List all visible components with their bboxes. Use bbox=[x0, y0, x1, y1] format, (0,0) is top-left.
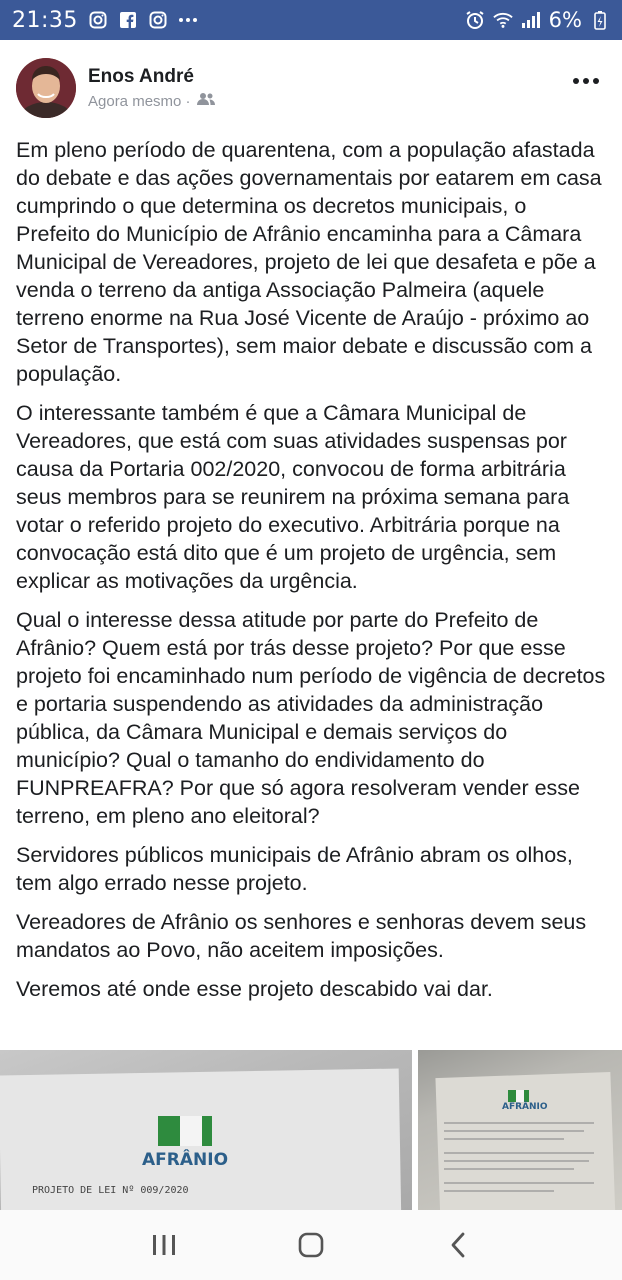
post-paragraph: O interessante também é que a Câmara Municipal de Vereadores, que está com suas atividades suspensas por causa da Portaria 002/2020, convocou de forma arbitrária seus membros para se reunirem na próxima semana para votar o referido projeto do executivo. Arbitrária porque na convocação está dito que é um projeto de urgência, sem explicar as motivações da urgência. bbox=[16, 401, 570, 593]
post-paragraph: Veremos até onde esse projeto descabido vai dar. bbox=[16, 977, 493, 1001]
afranio-flag-logo bbox=[508, 1090, 529, 1102]
post-paragraph: Servidores públicos municipais de Afrânio abram os olhos, tem algo errado nesse projeto. bbox=[16, 843, 573, 895]
afranio-brand: AFRÂNIO bbox=[142, 1150, 229, 1170]
back-icon[interactable] bbox=[438, 1225, 478, 1265]
instagram-icon-2 bbox=[148, 10, 168, 30]
post-photos bbox=[0, 1050, 622, 1210]
home-icon[interactable] bbox=[291, 1225, 331, 1265]
post-paragraph: Vereadores de Afrânio os senhores e senhoras devem seus mandatos ao Povo, não aceitem imposições. bbox=[16, 910, 587, 962]
post-photo-1[interactable] bbox=[0, 1050, 412, 1210]
signal-icon bbox=[521, 10, 541, 30]
document-text-line bbox=[444, 1130, 584, 1132]
document-text-line bbox=[444, 1160, 589, 1162]
facebook-icon bbox=[118, 10, 138, 30]
author-name[interactable]: Enos André bbox=[88, 66, 194, 87]
post-paragraph: Qual o interesse dessa atitude por parte do Prefeito de Afrânio? Quem está por trás desse projeto? Por que esse projeto foi encaminhado num período de vigência de decretos e portaria suspendendo as atividades da administração pública, da Câmara Municipal e demais serviços do município? Qual o tamanho do endividamento do FUNPREAFRA? Por que só agora resolveram vender esse terreno, em pleno ano eleitoral? bbox=[16, 608, 606, 828]
status-time: 21:35 bbox=[12, 7, 78, 33]
wifi-icon bbox=[493, 10, 513, 30]
friends-audience-icon[interactable] bbox=[197, 92, 215, 110]
post-more-options-icon[interactable] bbox=[566, 66, 606, 96]
instagram-icon bbox=[88, 10, 108, 30]
post-timestamp[interactable]: Agora mesmo · bbox=[88, 92, 191, 110]
afranio-brand: AFRÂNIO bbox=[502, 1102, 548, 1112]
recent-apps-icon[interactable] bbox=[144, 1225, 184, 1265]
navigation-bar bbox=[0, 1210, 622, 1280]
post-header bbox=[16, 55, 606, 121]
battery-charging-icon bbox=[590, 10, 610, 30]
status-bar bbox=[0, 0, 622, 40]
afranio-flag-logo bbox=[158, 1116, 212, 1146]
document-text-line bbox=[444, 1182, 594, 1184]
post-photo-2[interactable] bbox=[418, 1050, 622, 1210]
more-dots-icon bbox=[178, 10, 198, 30]
post-paragraph: Em pleno período de quarentena, com a população afastada do debate e das ações governamentais por eatarem em casa cumprindo o que determina os decretos municipais, o Prefeito do Município de Afrânio encaminha para a Câmara Municipal de Vereadores, projeto de lei que desafeta e põe a venda o terreno da antiga Associação Palmeira (aquele terreno enorme na Rua José Vicente de Araújo - próximo ao Setor de Transportes), sem maior debate e discussão com a população. bbox=[16, 138, 602, 386]
document-text-line bbox=[444, 1122, 594, 1124]
document-title: PROJETO DE LEI Nº 009/2020 bbox=[32, 1185, 189, 1196]
post-text bbox=[16, 136, 606, 1014]
document-text-line bbox=[444, 1190, 554, 1192]
avatar[interactable] bbox=[16, 58, 76, 118]
document-text-line bbox=[444, 1138, 564, 1140]
document-text-line bbox=[444, 1152, 594, 1154]
battery-percent: 6% bbox=[548, 8, 582, 32]
alarm-icon bbox=[465, 10, 485, 30]
document-text-line bbox=[444, 1168, 574, 1170]
